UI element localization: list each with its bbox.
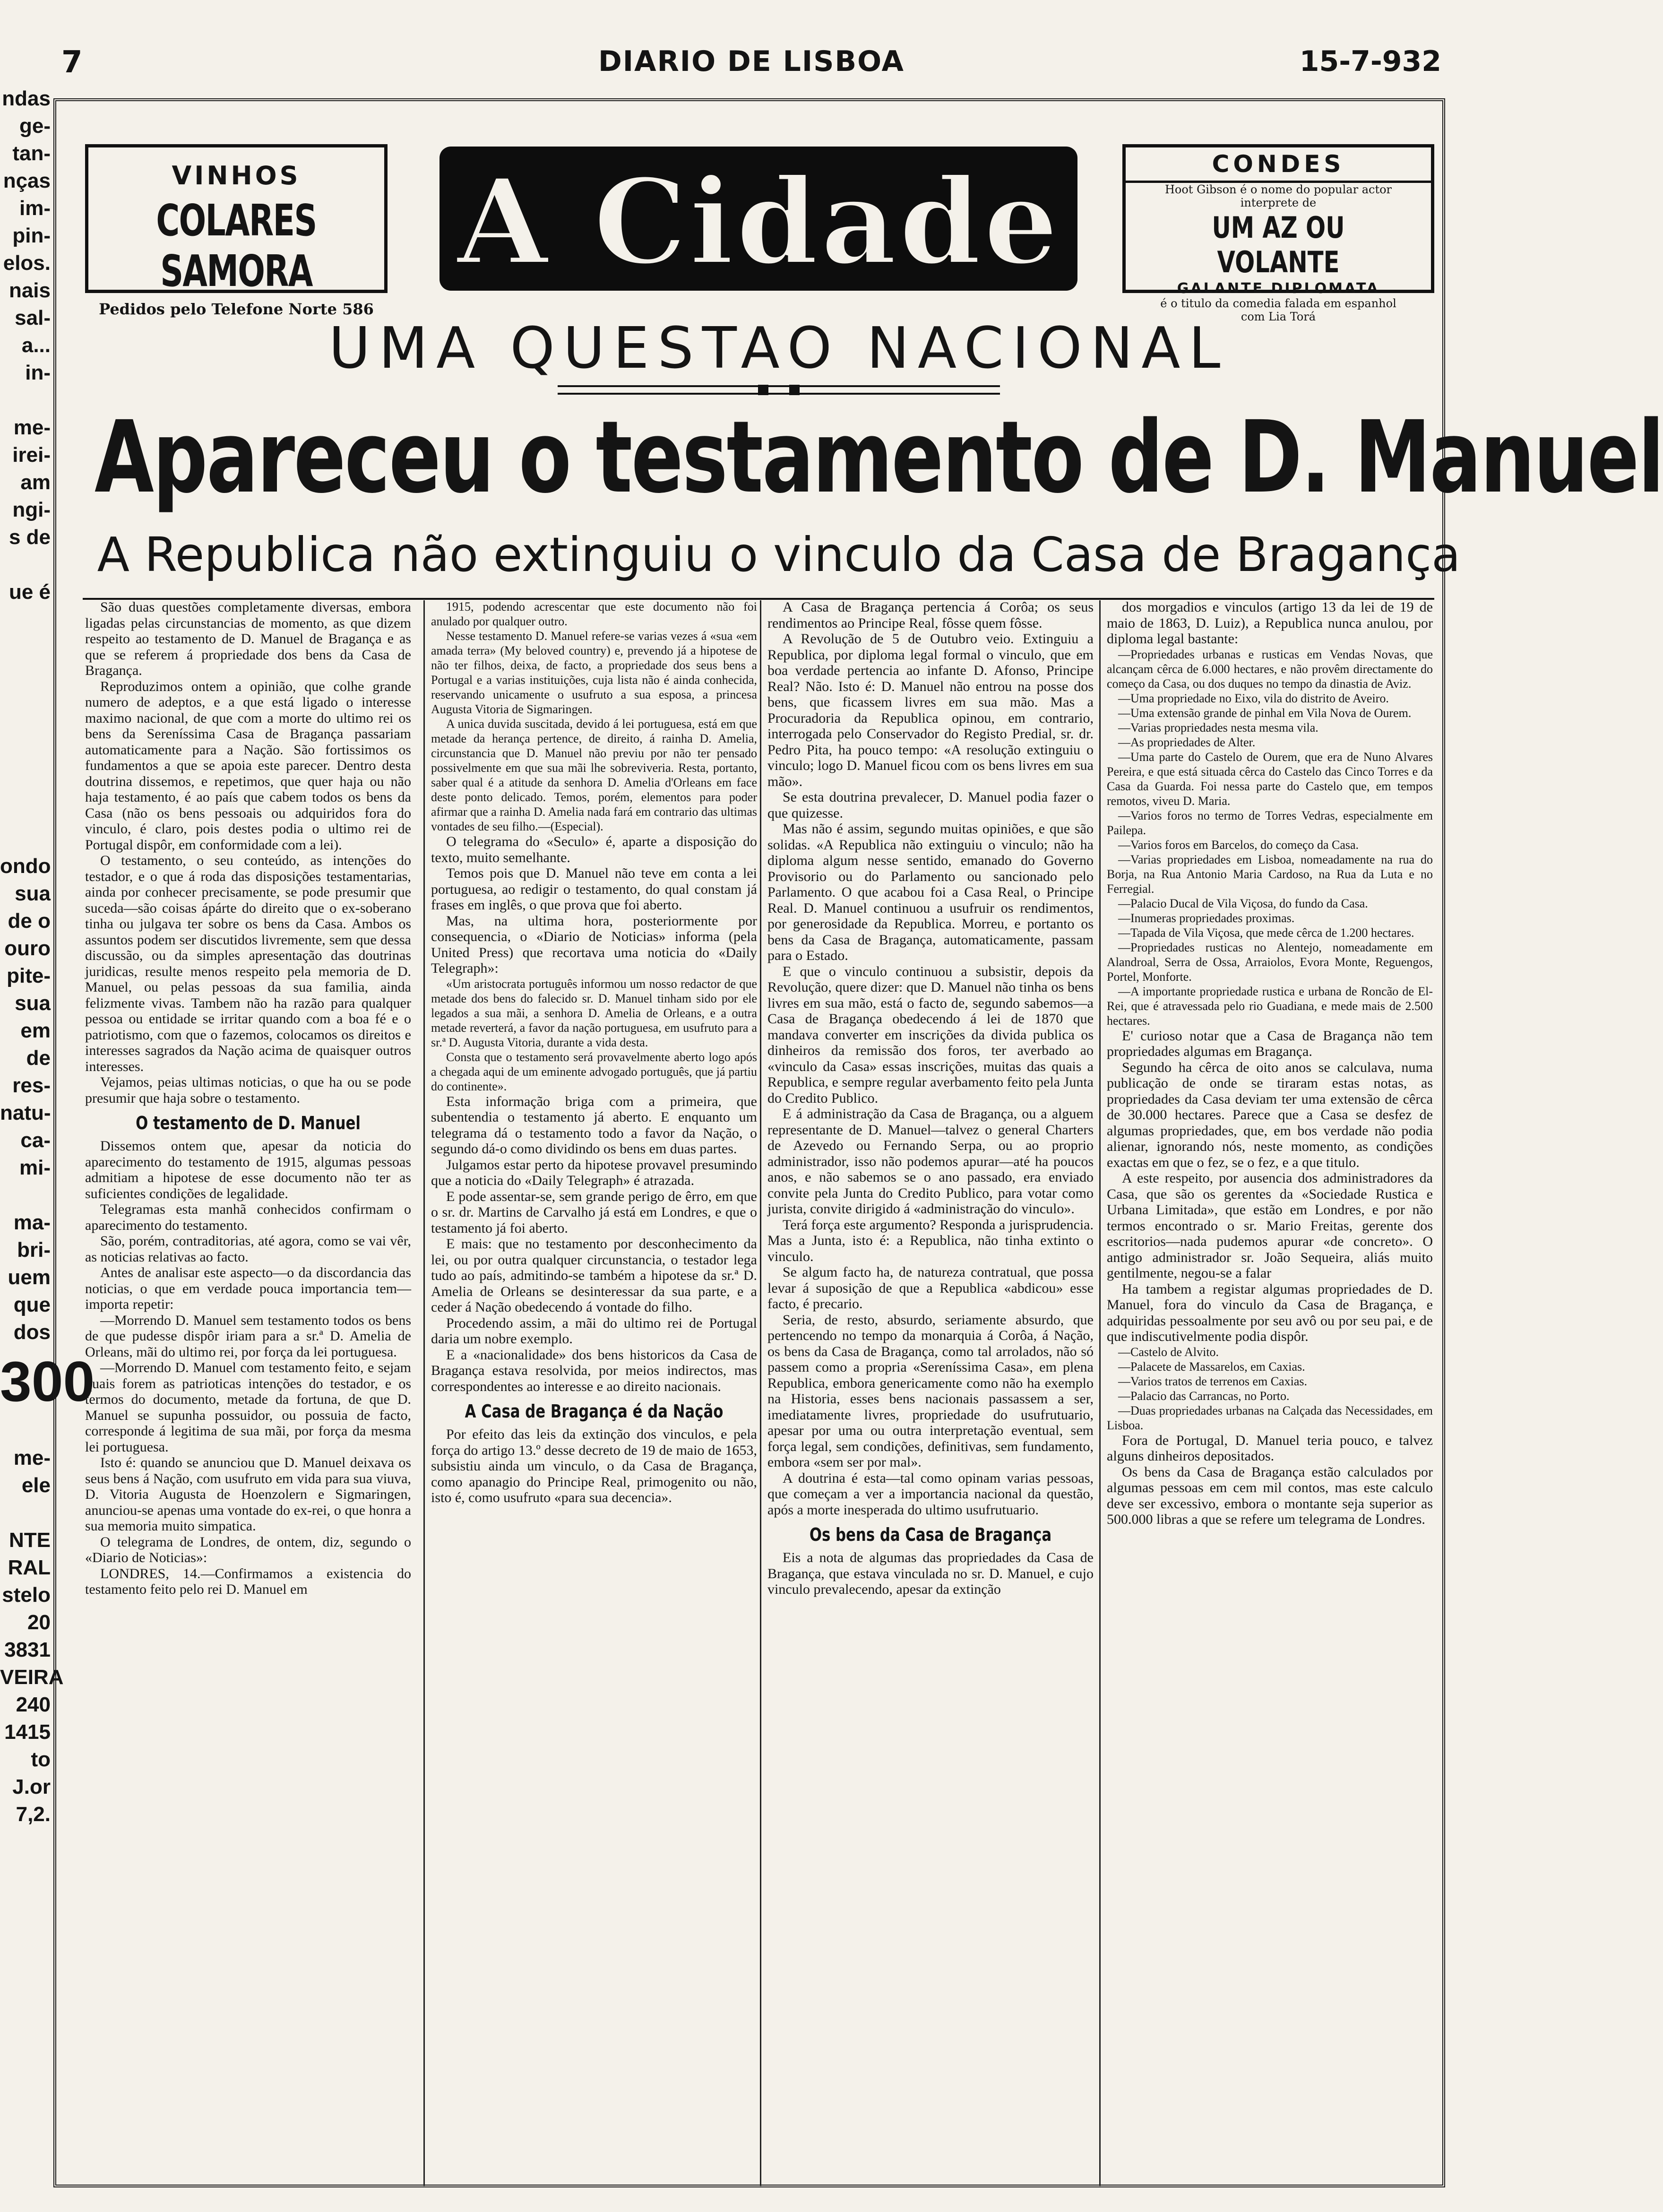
paragraph: —A importante propriedade rustica e urbana de Roncão de El-Rei, que é atravessada pelo rio Guadiana, e mede mais de 2.500 hectares. [1107,984,1433,1028]
paragraph: A Casa de Bragança pertencia á Corôa; os seus rendimentos ao Principe Real, fôsse quem fôsse. [767,599,1094,631]
paragraph: Vejamos, peias ultimas noticias, o que ha ou se pode presumir que haja sobre o testamento. [85,1074,411,1106]
paragraph: Reproduzimos ontem a opinião, que colhe grande numero de adeptos, e a que está ligado o interesse maximo nacional, de que com a morte do ultimo rei os bens da Sereníssima Casa de Bragança passariam automaticamente para a Nação. São fortissimos os fundamentos a que se apoia este parecer. Dentro desta doutrina dissemos, e repetimos, que quer haja ou não haja testamento, é ao país que cabem todos os bens da Casa (não os bens pessoais ou adquiridos fora do vinculo, é claro, pois destes podia o ultimo rei de Portugal dispôr, em conformidade com a lei). [85,678,411,853]
clipped-line [0,743,54,770]
paragraph: Mas, na ultima hora, posteriormente por consequencia, o «Diario de Noticias» informa (pela United Press) que recortava uma noticia do «Daily Telegraph»: [431,913,757,976]
paragraph: —Propriedades rusticas no Alentejo, nomeadamente em Alandroal, Serra de Ossa, Arraiolos, Evora Monte, Reguengos, Portel, Monforte. [1107,940,1433,984]
paragraph: —Uma propriedade no Eixo, vila do distrito de Aveiro. [1118,691,1389,705]
paragraph: A este respeito, por ausencia dos administradores da Casa, que são os gerentes da «Sociedade Rustica e Urbana Limitada», que estão em Londres, e por não termos encontrado o sr. Mario Freitas, gerente dos escritorios—nada pudemos apurar «de concreto». O antigo administrador sr. João Sequeira, aliás muito gentilmente, negou-se a falar [1107,1170,1433,1281]
paragraph: Terá força este argumento? Responda a jurisprudencia. Mas a Junta, isto é: a Republica, não tinha extinto o vinculo. [767,1217,1094,1264]
clipped-line: im- [19,197,51,220]
article-column-3 [767,599,1094,1598]
paragraph: Mas não é assim, segundo muitas opiniões, e que são solidas. «A Republica não extinguiu o vinculo; não ha diploma algum nesse sentido, emanado do Governo Provisorio ou do Parlamento ou sancionado pelo Parlamento. O que acabou foi a Casa Real, o Principe Real. D. Manuel continuou a usufruir os rendimentos, por generosidade da Republica. Morreu, e portanto os bens da Casa de Bragança, automaticamente, passam para o Estado. [767,821,1094,963]
clipped-line: sal- [15,306,51,329]
paragraph: A unica duvida suscitada, devido á lei portuguesa, está em que metade da herança pertence, de direito, á rainha D. Amelia, circunstancia que D. Manuel não previu por não ter pensado possivelmente em que sua mãi lhe sobreviveria. Resta, portanto, saber qual é a atitude da senhora D. Amelia d'Orleans em face deste ponto delicado. Temos, porém, elementos para poder afirmar que a rainha D. Amelia nada fará em contrario das ultimas vontades de seu filho.—(Especial). [431,717,757,833]
ad-condes-line4: com Lia Torá [1241,310,1316,323]
paragraph: Os bens da Casa de Bragança estão calculados por algumas pessoas em cem mil contos, mas este calculo deve ser excessivo, embora o montante seja superior as 500.000 libras a que se refere um telegrama de Londres. [1107,1464,1433,1527]
clipped-line: bri- [17,1238,51,1262]
ad-vinhos-phone: Pedidos pelo Telefone Norte 586 [99,300,374,318]
clipped-line: NTE [9,1529,51,1552]
paragraph: O testamento, o seu conteúdo, as intenções do testador, e o que á roda das disposições testamentarias, ainda por conhecer precisamente, se pode presumir que suceda—são coisas ápárte do direito que o ex-soberano tinha ou julgava ter sobre os bens da Casa. Ambos os assuntos podem ser discutidos livremente, sem que dessa discussão, ou da simples apresentação das doutrinas juridicas, resulte menos respeito pela memoria de D. Manuel, ou pelas pessoas da sua familia, ainda felizmente vivas. Tambem não ha razão para qualquer pessoa ou entidade se irritar quando com a boa fé e o patriotismo, com que o fazemos, colocamos os direitos e interesses sagrados da Nação acima de quaisquer outros interesses. [85,853,411,1074]
paragraph: E á administração da Casa de Bragança, ou a alguem representante de D. Manuel—talvez o general Charters de Azevedo ou Fernando Serpa, ou ao proprio administrador, isso não podemos apurar—até ha poucos anos, e não sabemos se o ano passado, era enviado convite pela Junta do Credito Publico, para votar como jurista, convite dirigido á «administração do vinculo». [767,1106,1094,1217]
paragraph: —Palacio Ducal de Vila Viçosa, do fundo da Casa. [1118,896,1368,910]
clipped-line: nais [9,279,51,302]
clipped-line [0,1182,54,1209]
clipped-line: a... [21,334,51,357]
paragraph: —Palacio das Carrancas, no Porto. [1118,1389,1290,1403]
paragraph: Segundo ha cêrca de oito anos se calculava, numa publicação de onde se tiraram estas notas, as propriedades da Casa deviam ter uma extensão de cêrca de 30.000 hectares. Parece que a Casa se desfez de algumas propriedades, que, em bos verdade não podia alienar, ignorando nós, neste momento, as condições exactas em que o fez, se o fez, e a que titulo. [1107,1059,1433,1170]
clipped-line: am [20,471,51,494]
column-rule [1099,600,1101,2186]
rule-square [758,385,768,395]
paragraph: Temos pois que D. Manuel não teve em conta a lei portuguesa, ao redigir o testamento, do qual constam já frases em inglês, o que prova que foi aberto. [431,865,757,913]
paragraph: E mais: que no testamento por desconhecimento da lei, ou por outra qualquer circunstancia, o testador lega tudo ao país, admitindo-se também a hipotese da sr.ª D. Amelia de Orleans se desinteressar da sua parte, e a ceder á Nação obedecendo á vontade do filho. [431,1236,757,1315]
running-header [61,45,1441,87]
paragraph: Consta que o testamento será provavelmente aberto logo após a chegada aqui de um eminente advogado português, que já partiu do continente». [431,1050,757,1093]
paragraph: 1915, podendo acrescentar que este documento não foi anulado por qualquer outro. [431,600,757,628]
paragraph: Dissemos ontem que, apesar da noticia do aparecimento do testamento de 1915, algumas pessoas admitiam a hipotese de esse documento não ter as suficientes condições de legalidade. [85,1138,411,1201]
clipped-line: uem [8,1266,51,1289]
paragraph: Por efeito das leis da extinção dos vinculos, e pela força do artigo 13.º desse decreto de 19 de maio de 1653, subsistiu ainda um vinculo, o da Casa de Bragança, como apanagio do Principe Real, primogenito ou não, isto é, como usufruto «para sua decencia». [431,1426,757,1505]
paragraph: —Morrendo D. Manuel sem testamento todos os bens de que pudesse dispôr iriam para a sr.ª D. Amelia de Orleans, mãi do ultimo rei, por força da lei portuguesa. [85,1312,411,1360]
clipped-line: pin- [12,224,51,247]
paragraph: —Tapada de Vila Viçosa, que mede cêrca de 1.200 hectares. [1118,925,1414,940]
paragraph: Julgamos estar perto da hipotese provavel presumindo que a noticia do «Daily Telegraph» é atrazada. [431,1157,757,1188]
col4-body-3 [1107,1433,1433,1528]
paragraph: —As propriedades de Alter. [1118,735,1256,749]
clipped-line: 300 [0,1350,95,1413]
paragraph: —Varios foros no termo de Torres Vedras, especialmente em Pailepa. [1107,808,1433,837]
clipped-line: que [13,1293,51,1316]
col2-body-2 [431,1426,757,1506]
ad-condes-title: CONDES [1126,150,1431,183]
clipped-line [0,688,54,716]
clipped-line: 7,2. [16,1803,51,1826]
clipped-line: res- [12,1074,51,1097]
adjacent-page-clipped-column [0,85,95,2203]
paragraph: São, porém, contraditorias, até agora, como se vai vêr, as noticias relativas ao facto. [85,1233,411,1265]
paragraph: E' curioso notar que a Casa de Bragança não tem propriedades algumas em Bragança. [1107,1028,1433,1059]
clipped-line: ca- [20,1129,51,1152]
clipped-line [0,606,54,633]
clipped-line: sua [15,992,51,1015]
clipped-line: em [20,1019,51,1042]
clipped-line: sua [15,882,51,905]
clipped-line [0,798,54,825]
paragraph: —Inumeras propriedades proximas. [1118,911,1295,925]
article-column-1 [85,599,411,1598]
paragraph: A doutrina é esta—tal como opinam varias pessoas, que começam a ver a importancia nacional da questão, após a morte inesperada do ultimo usufrutuario. [767,1470,1094,1518]
ad-vinhos-brand: COLARES SAMORA [156,195,317,296]
section-masthead [439,147,1077,291]
ad-vinhos-colares [85,144,388,318]
clipped-line [0,387,54,414]
clipped-line: 3831 [4,1638,51,1661]
paragraph: —Varios foros em Barcelos, do começo da Casa. [1118,838,1359,852]
clipped-line: s de [9,526,51,549]
paragraph: —Uma parte do Castelo de Ourem, que era de Nuno Alvares Pereira, e que está situada cêrca do Castelo das Cinco Torres e da Casa da Guarda. Foi nessa parte do Castelo que, em tempos remotos, viveu D. Maria. [1107,750,1433,808]
col2-subheading: A Casa de Bragança é da Nação [465,1401,724,1422]
col1-body [85,599,411,1106]
rule-square [789,385,800,395]
clipped-line: me- [13,416,51,439]
paragraph: LONDRES, 14.—Confirmamos a existencia do testamento feito pelo rei D. Manuel em [85,1565,411,1597]
col1-subheading: O testamento de D. Manuel [136,1113,361,1133]
clipped-line: ele [21,1474,51,1497]
clipped-line: ngi- [12,498,51,521]
paragraph: E a «nacionalidade» dos bens historicos da Casa de Bragança estava resolvida, por meios indirectos, mas correspondentes ao interesse e ao direito nacionais. [431,1347,757,1394]
clipped-line: RAL [8,1556,51,1579]
clipped-line [0,825,54,853]
clipped-line: ge- [19,114,51,138]
ad-vinhos-title: VINHOS [172,161,301,190]
masthead-title: A Cidade [457,152,1060,291]
paragraph: Antes de analisar este aspecto—o da discordancia das noticias, o que em verdade pouca importancia tem—importa repetir: [85,1265,411,1312]
paragraph: —Varias propriedades em Lisboa, nomeadamente na rua do Borja, na Rua Antonio Maria Cardoso, na Rua da Luta e no Ferregial. [1107,852,1433,896]
clipped-line: ouro [4,937,51,960]
ad-condes-cinema [1122,144,1434,323]
clipped-line: me- [13,1446,51,1469]
paragraph: Se algum facto ha, de natureza contratual, que possa levar á suposição de que a Republica «abdicou» esse facto, é precario. [767,1264,1094,1312]
col4-property-list [1107,647,1433,1028]
paragraph: A Revolução de 5 de Outubro veio. Extinguiu a Republica, por diploma legal formal o vinculo, que em boa verdade pertencia ao infante D. Afonso, Principe Real? Não. Isto é: D. Manuel não entrou na posse dos bens, que ficassem livres em sua mão. Mas a Procuradoria da Republica opinou, em contrario, interrogada pelo Conservador do Registo Predial, sr. dr. Pedro Pita, ha pouco tempo: «A resolução extinguiu o vinculo; logo D. Manuel ficou com os bens livres em sua mão». [767,631,1094,789]
subheadline: A Republica não extinguiu o vinculo da Casa de Bragança [97,527,1461,582]
paragraph: Esta informação briga com a primeira, que subentendia o testamento já aberto. E enquanto um telegrama dá o testamento todo a favor da Nação, o segundo dá-o como dividindo os bens em duas partes. [431,1093,757,1157]
paragraph: —Palacete de Massarelos, em Caxias. [1118,1359,1305,1374]
clipped-line: 20 [27,1611,51,1634]
clipped-line: ma- [13,1211,51,1234]
clipped-line: pite- [7,964,51,987]
clipped-line: in- [25,361,51,384]
ad-condes-sub: GALANTE DIPLOMATA [1177,280,1380,297]
paragraph: Telegramas esta manhã conhecidos confirmam o aparecimento do testamento. [85,1201,411,1233]
clipped-line [0,1499,54,1527]
clipped-line: stelo [2,1583,51,1607]
paragraph: E que o vinculo continuou a subsistir, depois da Revolução, quere dizer: que D. Manuel não tinha os bens livres em sua mão, está o facto de, segundo sabemos—a Casa de Bragança obedecendo á lei de 1870 que mandava converter em inscrições da divida publica os dinheiros da remissão dos foros, ter averbado ao «vinculo da Casa» essas inscrições, muitas das quais a Republica, e sempre regular averbamento feito pela Junta do Credito Publico. [767,963,1094,1106]
clipped-line [0,770,54,798]
page-number: 7 [61,45,83,80]
kicker-headline: UMA QUESTAO NACIONAL [328,316,1229,381]
clipped-line [0,716,54,743]
paragraph: Seria, de resto, absurdo, seriamente absurdo, que pertencendo no tempo da monarquia á Corôa, á Nação, os bens da Casa de Bragança, como tal arrolados, não só passem como a propria «Sereníssima Casa», em plena Republica, embora genericamente como não ha exemplo na Historia, esses bens nacionais passassem a ser, imediatamente livres, propriedade do usufrutuario, apesar por uma ou outra interpretação eventual, sem força legal, sem condições, definitivas, sem fundamento, embora «sem ser por mal». [767,1312,1094,1470]
paragraph: —Duas propriedades urbanas na Calçada das Necessidades, em Lisboa. [1107,1403,1433,1432]
clipped-line: mi- [19,1156,51,1179]
clipped-line [0,1417,54,1444]
clipped-line: natu- [0,1101,51,1124]
col4-personal-property-list [1107,1345,1433,1433]
ad-condes-line1: Hoot Gibson é o nome do popular actor [1164,183,1392,196]
col4-body [1107,599,1433,647]
ad-condes-line3: é o titulo da comedia falada em espanhol [1160,297,1396,310]
column-rule [760,600,761,2186]
paragraph: E pode assentar-se, sem grande perigo de êrro, em que o sr. dr. Martins de Carvalho já está em Londres, e que o testamento já foi aberto. [431,1188,757,1236]
paragraph: O telegrama de Londres, de ontem, diz, segundo o «Diario de Noticias»: [85,1534,411,1565]
clipped-line: irei- [12,443,51,467]
article-column-2 [431,599,757,1506]
paragraph: —Varias propriedades nesta mesma vila. [1118,720,1318,734]
ad-condes-film: UM AZ OU VOLANTE [1212,210,1345,279]
clipped-line [0,661,54,688]
clipped-line: de [26,1046,51,1070]
clipped-line: J.or [12,1775,51,1798]
paragraph: O telegrama do «Seculo» é, aparte a disposição do texto, muito semelhante. [431,834,757,865]
paragraph: Nesse testamento D. Manuel refere-se varias vezes á «sua «em amada terra» (My beloved country) e, prevendo já a hipotese de não ter filhos, deixa, de facto, a propriedade dos seus bens a Portugal e a varias instituições, cuja lista não é ainda conhecida, reservando unicamente o usufruto a sua esposa, a princesa Augusta Vitoria de Sigmaringen. [431,629,757,716]
paragraph: São duas questões completamente diversas, embora ligadas pelas circunstancias de momento, as que dizem respeito ao testamento de D. Manuel de Bragança e as que se referem á propriedade dos bens da Casa de Bragança. [85,599,411,678]
col1-body-2 [85,1138,411,1598]
newspaper-name: DIARIO DE LISBOA [598,45,905,78]
clipped-line: ue é [9,580,51,604]
paragraph: —Uma extensão grande de pinhal em Vila Nova de Ourem. [1118,706,1412,720]
clipped-line: dos [13,1321,51,1344]
paragraph: Eis a nota de algumas das propriedades da Casa de Bragança, que estava vinculada no sr. D. Manuel, e cujo vinculo prevalecendo, apesar da extinção [767,1550,1094,1597]
paragraph: —Propriedades urbanas e rusticas em Vendas Novas, que alcançam cêrca de 6.000 hectares, e não provêm directamente do começo da Casa, ou dos duques no tempo da dinastia de Aviz. [1107,647,1433,691]
paragraph: —Castelo de Alvito. [1118,1345,1219,1359]
paragraph: —Varios tratos de terrenos em Caxias. [1118,1374,1308,1388]
col3-body-2 [767,1550,1094,1598]
paragraph: Fora de Portugal, D. Manuel teria pouco, e talvez alguns dinheiros depositados. [1107,1432,1433,1464]
column-rule [423,600,425,2186]
col3-subheading: Os bens da Casa de Bragança [809,1524,1052,1545]
col2-body [431,599,757,1394]
clipped-line: ndas [2,87,51,110]
paragraph: —Morrendo D. Manuel com testamento feito, e sejam quais forem as patrioticas intenções do testador, e os termos do documento, metade da fortuna, de que D. Manuel se supunha possuidor, ou possuia de facto, corresponde á legitima de sua mãi, por força da mesma lei portuguesa. [85,1360,411,1455]
kicker-rule [558,385,1000,395]
col4-body-2 [1107,1028,1433,1345]
paragraph: Ha tambem a registar algumas propriedades de D. Manuel, fora do vinculo da Casa de Bragança, e adquiridas pessoalmente por seu avô ou por seu pai, e de que indiscutivelmente podia dispôr. [1107,1281,1433,1344]
paragraph: Procedendo assim, a mãi do ultimo rei de Portugal daria um nobre exemplo. [431,1315,757,1347]
col3-body [767,599,1094,1518]
issue-date: 15-7-932 [1299,45,1441,78]
clipped-line: nças [3,169,51,192]
paragraph: «Um aristocrata português informou um nosso redactor de que metade dos bens do falecido sr. D. Manuel tinham sido por ele legados a sua mãi, a senhora D. Amelia de Orleans, e a outra metade reverterá, a favor da nação portuguesa, em usufruto para a sr.ª D. Augusta Vitoria, durante a vida desta. [431,976,757,1049]
clipped-line: tan- [12,142,51,165]
article-column-4 [1107,599,1433,1528]
clipped-line: to [31,1748,51,1771]
paragraph: Isto é: quando se anunciou que D. Manuel deixava os seus bens á Nação, com usufruto em vida para sua viuva, D. Vitoria Augusta de Hoenzolern e Sigmaringen, anunciou-se apenas uma vontade do ex-rei, o que honra a sua memoria muito simpatica. [85,1455,411,1534]
paragraph: Se esta doutrina prevalecer, D. Manuel podia fazer o que quizesse. [767,789,1094,821]
clipped-line: de o [8,909,51,933]
ad-condes-line2: interprete de [1240,196,1317,209]
clipped-line [0,633,54,661]
clipped-line: VEIRA [0,1666,64,1689]
clipped-line: ondo [0,855,51,878]
paragraph: dos morgadios e vinculos (artigo 13 da lei de 19 de maio de 1863, D. Luiz), a Republica nunca anulou, por diploma legal bastante: [1107,599,1433,647]
main-headline: Apareceu o testamento de D. Manuel [95,399,1663,515]
clipped-line: elos. [3,251,51,275]
clipped-line: 1415 [4,1720,51,1744]
clipped-line: 240 [16,1693,51,1716]
